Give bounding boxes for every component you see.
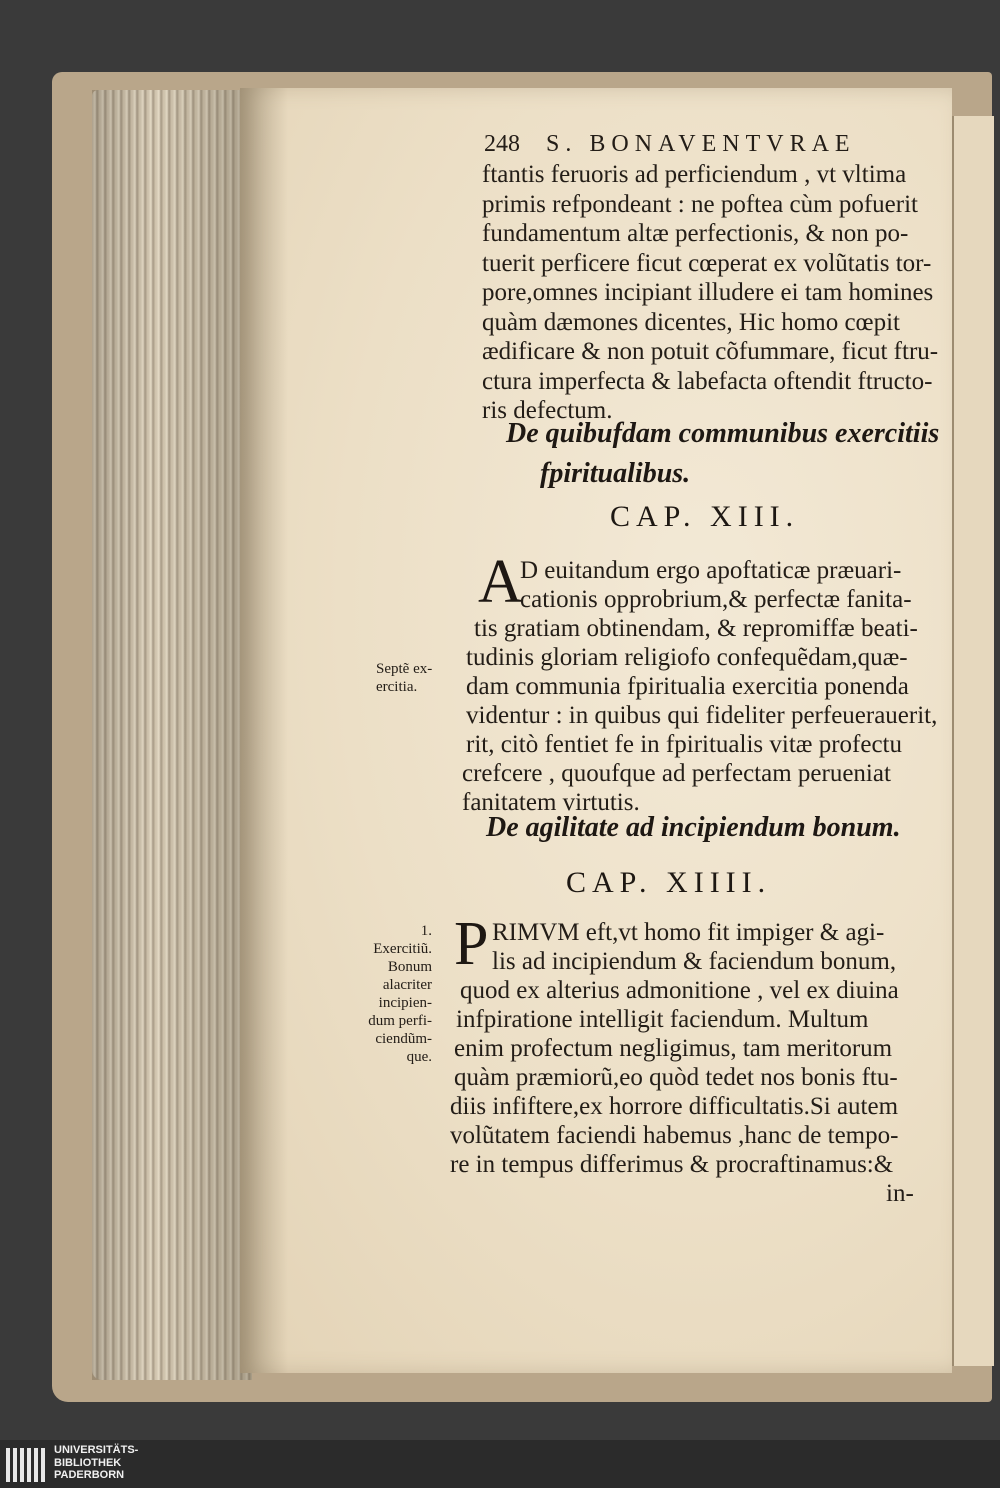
paragraph-3-line-4: infpiratione intelligit faciendum. Multum [456, 1006, 869, 1033]
margin-note-line: alacriter [382, 977, 432, 993]
margin-note-line: 1. [420, 923, 432, 939]
chapter-number-13: CAP. XIII. [610, 500, 800, 533]
paragraph-2-line-6: videntur : in quibus qui fideliter perfeuerauerit, [466, 702, 938, 729]
catchword: in- [886, 1180, 914, 1207]
chapter-heading-1-line-2: fpiritualibus. [540, 458, 691, 489]
text-line: ftantis feruoris ad perficiendum , vt vltima [482, 161, 907, 188]
library-name-line: UNIVERSITÄTS- [54, 1444, 139, 1456]
paragraph-2-line-5: dam communia fpiritualia exercitia ponenda [466, 673, 909, 700]
margin-note-line: ciendũm- [375, 1031, 432, 1047]
chapter-number-14: CAP. XIIII. [566, 866, 772, 899]
paragraph-3-line-8: volũtatem faciendi habemus ,hanc de tempo- [450, 1122, 899, 1149]
paragraph-3-line-5: enim profectum negligimus, tam meritorum [454, 1035, 893, 1062]
drop-cap-a: A [478, 548, 523, 616]
text-line: ctura imperfecta & labefacta oftendit ftructo- [482, 367, 933, 395]
footer-bar [0, 1440, 1000, 1488]
paragraph-3-line-2: lis ad incipiendum & faciendum bonum, [492, 948, 897, 975]
margin-note-line: que. [406, 1049, 432, 1065]
text-line: tuerit perficere ficut cœperat ex volũtatis tor- [482, 249, 932, 277]
paragraph-3-line-9: re in tempus differimus & procraftinamus:& [450, 1151, 894, 1178]
margin-note-line: ercitia. [376, 679, 418, 695]
paragraph-3-line-3: quod ex alterius admonitione , vel ex diuina [460, 977, 899, 1004]
paragraph-2-line-2: cationis opprobrium,& perfectæ fanita- [520, 586, 912, 613]
paragraph-2-line-3: tis gratiam obtinendam, & repromiffæ beati- [474, 615, 918, 642]
margin-note-line: incipien- [378, 995, 432, 1011]
text-line: pore,omnes incipiant illudere ei tam homines [482, 279, 934, 306]
margin-note-1 [376, 660, 432, 696]
text-line: ris defectum. [482, 397, 613, 424]
library-name-line: BIBLIOTHEK [54, 1456, 122, 1469]
margin-note-line: Septẽ ex- [376, 661, 433, 677]
chapter-heading-2: De agilitate ad incipiendum bonum. [486, 812, 901, 843]
paragraph-2-line-8: crefcere , quoufque ad perfectam perueniat [462, 760, 891, 787]
text-line: quàm dæmones dicentes, Hic homo cœpit [482, 308, 900, 336]
text-line: ædificare & non potuit cõfummare, ficut ftru- [482, 338, 939, 365]
text-line: fundamentum altæ perfectionis, & non po- [482, 220, 909, 247]
paragraph-3-line-6: quàm præmiorũ,eo quòd tedet nos bonis ftu- [454, 1064, 898, 1091]
running-title: S. BONAVENTVRAE [546, 131, 856, 157]
library-name [54, 1444, 138, 1482]
page-edges [92, 90, 252, 1380]
paragraph-2-line-1: D euitandum ergo apoftaticæ præuari- [520, 557, 902, 584]
paragraph-1 [482, 160, 938, 426]
drop-cap-p: P [454, 910, 489, 978]
library-logo-icon [6, 1448, 46, 1482]
paragraph-2-line-9: fanitatem virtutis. [462, 789, 640, 816]
paragraph-2-line-7: rit, citò fentiet fe in fpiritualis vitæ profectu [466, 731, 902, 758]
paragraph-3-line-7: diis infiftere,ex horrore difficultatis.Si autem [450, 1093, 899, 1120]
margin-note-line: Bonum [387, 959, 432, 975]
gutter-shadow [240, 88, 288, 1373]
facing-page-edge [952, 116, 994, 1366]
chapter-heading-1-line-1: De quibufdam communibus exercitiis [506, 418, 940, 449]
paragraph-3-line-1: RIMVM eft,vt homo fit impiger & agi- [492, 919, 885, 946]
margin-note-line: dum perfi- [368, 1013, 432, 1029]
page-number: 248 [484, 131, 520, 157]
margin-note-line: Exercitiũ. [373, 941, 432, 957]
text-line: primis refpondeant : ne poftea cùm pofuerit [482, 190, 918, 218]
library-name-line: PADERBORN [54, 1469, 125, 1481]
margin-note-2 [362, 922, 432, 1066]
paragraph-2-line-4: tudinis gloriam religiofo confequẽdam,quæ- [466, 644, 908, 671]
